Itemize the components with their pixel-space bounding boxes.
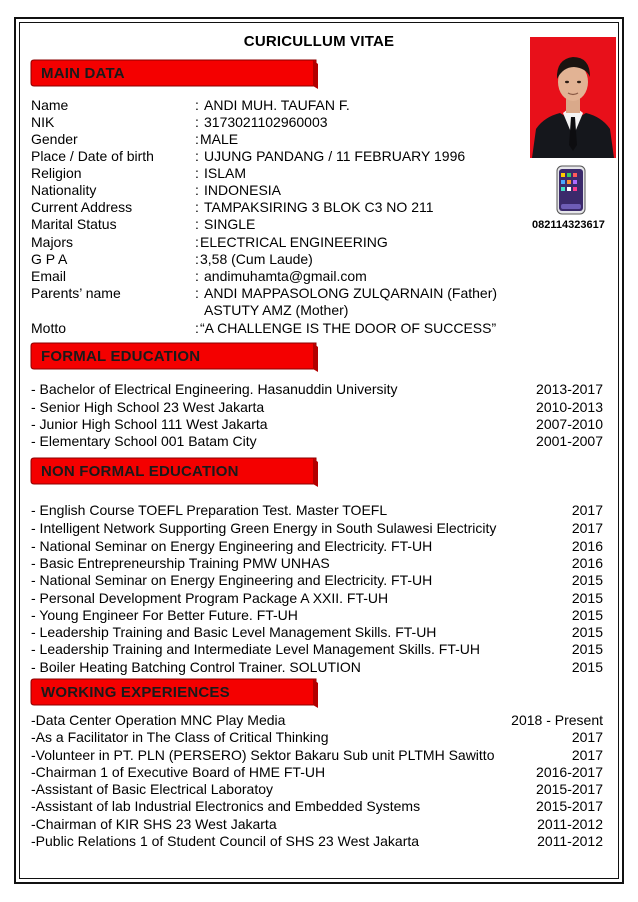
list-item-year: 2016-2017 — [536, 764, 603, 780]
phone-icon — [556, 165, 586, 215]
section-title-working-experiences: WORKING EXPERIENCES — [41, 684, 230, 701]
list-item-year: 2010-2013 — [536, 399, 603, 415]
phone-number: 082114323617 — [532, 219, 605, 231]
list-item-year: 2017 — [571, 747, 603, 763]
list-item-year: 2015 — [571, 624, 603, 640]
field-colon: : — [195, 285, 199, 301]
section-banner-working-experiences — [30, 678, 318, 708]
profile-photo — [530, 37, 616, 158]
list-item: - Boiler Heating Batching Control Trainer. SOLUTION — [31, 659, 361, 675]
field-value: INDONESIA — [204, 182, 282, 198]
field-label: Majors — [31, 234, 74, 250]
field-value: 3,58 (Cum Laude) — [200, 251, 313, 267]
field-label: Current Address — [31, 199, 133, 215]
list-item: -As a Facilitator in The Class of Critical Thinking — [31, 729, 329, 745]
list-item-year: 2017 — [571, 520, 603, 536]
list-item-year: 2011-2012 — [537, 833, 603, 849]
field-value: MALE — [200, 131, 239, 147]
list-item-year: 2015 — [571, 572, 603, 588]
list-item-year: 2016 — [571, 555, 603, 571]
field-value: UJUNG PANDANG / 11 FEBRUARY 1996 — [204, 148, 466, 164]
field-label: Place / Date of birth — [31, 148, 154, 164]
field-value: ANDI MUH. TAUFAN F. — [204, 97, 350, 113]
list-item: -Assistant of Basic Electrical Laboratoy — [31, 781, 273, 797]
section-banner-formal-education — [30, 342, 318, 372]
field-label: G P A — [31, 251, 68, 267]
field-label: Email — [31, 268, 67, 284]
field-colon: : — [195, 320, 199, 336]
section-banner-non-formal-education — [30, 457, 318, 487]
list-item: - Personal Development Program Package A XXII. FT-UH — [31, 590, 389, 606]
section-title-main-data: MAIN DATA — [41, 65, 125, 82]
field-value: SINGLE — [204, 216, 256, 232]
field-colon: : — [195, 234, 199, 250]
list-item-year: 2015 — [571, 590, 603, 606]
field-label: Parents’ name — [31, 285, 121, 301]
list-item-year: 2017 — [571, 502, 603, 518]
list-item: - Intelligent Network Supporting Green Energy in South Sulawesi Electricity — [31, 520, 497, 536]
list-item-year: 2001-2007 — [536, 433, 603, 449]
field-label: Nationality — [31, 182, 97, 198]
field-value-continued: ASTUTY AMZ (Mother) — [204, 302, 349, 318]
list-item: - Young Engineer For Better Future. FT-UH — [31, 607, 298, 623]
field-label: Motto — [31, 320, 67, 336]
field-colon: : — [195, 251, 199, 267]
list-item-year: 2017 — [571, 729, 603, 745]
list-item-year: 2018 - Present — [511, 712, 603, 728]
page-title: CURICULLUM VITAE — [243, 33, 395, 50]
field-label: Marital Status — [31, 216, 117, 232]
list-item: - National Seminar on Energy Engineering and Electricity. FT-UH — [31, 538, 433, 554]
field-label: Name — [31, 97, 69, 113]
list-item: -Data Center Operation MNC Play Media — [31, 712, 286, 728]
list-item: - National Seminar on Energy Engineering and Electricity. FT-UH — [31, 572, 433, 588]
list-item-year: 2011-2012 — [537, 816, 603, 832]
list-item: - English Course TOEFL Preparation Test. Master TOEFL — [31, 502, 388, 518]
field-colon: : — [195, 114, 199, 130]
list-item: -Chairman 1 of Executive Board of HME FT-UH — [31, 764, 326, 780]
field-value: 3173021102960003 — [204, 114, 328, 130]
field-value: ISLAM — [204, 165, 247, 181]
field-colon: : — [195, 182, 199, 198]
list-item: - Junior High School 111 West Jakarta — [31, 416, 268, 432]
field-colon: : — [195, 131, 199, 147]
list-item: - Elementary School 001 Batam City — [31, 433, 257, 449]
field-label: Gender — [31, 131, 78, 147]
field-colon: : — [195, 268, 199, 284]
field-value: ANDI MAPPASOLONG ZULQARNAIN (Father) — [204, 285, 498, 301]
list-item-year: 2015-2017 — [536, 781, 603, 797]
list-item-year: 2015 — [571, 659, 603, 675]
field-colon: : — [195, 165, 199, 181]
field-label: NIK — [31, 114, 55, 130]
field-value: andimuhamta@gmail.com — [204, 268, 367, 284]
list-item: - Senior High School 23 West Jakarta — [31, 399, 265, 415]
list-item-year: 2015-2017 — [536, 798, 603, 814]
list-item: -Public Relations 1 of Student Council of SHS 23 West Jakarta — [31, 833, 420, 849]
list-item: - Leadership Training and Intermediate Level Management Skills. FT-UH — [31, 641, 480, 657]
field-label: Religion — [31, 165, 82, 181]
field-colon: : — [195, 199, 199, 215]
list-item-year: 2007-2010 — [536, 416, 603, 432]
list-item: -Assistant of lab Industrial Electronics and Embedded Systems — [31, 798, 421, 814]
list-item: - Bachelor of Electrical Engineering. Hasanuddin University — [31, 381, 398, 397]
list-item: -Chairman of KIR SHS 23 West Jakarta — [31, 816, 277, 832]
section-title-formal-education: FORMAL EDUCATION — [41, 348, 201, 365]
list-item-year: 2015 — [571, 641, 603, 657]
field-colon: : — [195, 148, 199, 164]
list-item: -Volunteer in PT. PLN (PERSERO) Sektor Bakaru Sub unit PLTMH Sawitto — [31, 747, 495, 763]
field-value: TAMPAKSIRING 3 BLOK C3 NO 211 — [204, 199, 434, 215]
list-item: - Leadership Training and Basic Level Management Skills. FT-UH — [31, 624, 437, 640]
field-colon: : — [195, 97, 199, 113]
list-item-year: 2015 — [571, 607, 603, 623]
field-value: ELECTRICAL ENGINEERING — [200, 234, 388, 250]
section-title-non-formal-education: NON FORMAL EDUCATION — [41, 463, 239, 480]
field-colon: : — [195, 216, 199, 232]
list-item-year: 2013-2017 — [536, 381, 603, 397]
section-banner-main-data — [30, 59, 318, 89]
field-value: “A CHALLENGE IS THE DOOR OF SUCCESS” — [200, 320, 497, 336]
list-item-year: 2016 — [571, 538, 603, 554]
list-item: - Basic Entrepreneurship Training PMW UNHAS — [31, 555, 330, 571]
